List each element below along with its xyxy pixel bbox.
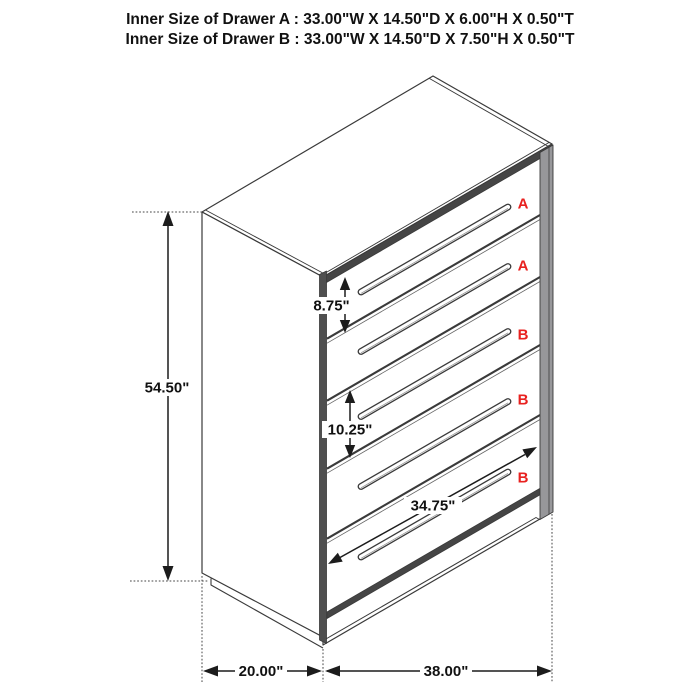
arrowhead-down: [163, 566, 174, 581]
arrowhead-left: [325, 666, 340, 677]
dimension-height-label: 54.50": [144, 379, 190, 397]
arrowhead-up: [163, 211, 174, 226]
drawer-label-b3: B: [517, 469, 529, 487]
drawer-label-a1: A: [517, 195, 529, 213]
header-drawer-a-size: Inner Size of Drawer A : 33.00"W X 14.50"D X 6.00"H X 0.50"T: [126, 11, 574, 28]
arrowhead-left: [203, 666, 218, 677]
right-side-edge-band: [540, 145, 553, 520]
dimension-drawer-a-label: 8.75": [313, 297, 350, 315]
dimension-width-label: 38.00": [423, 663, 469, 680]
drawer-label-b1: B: [517, 326, 529, 344]
front-left-corner-band: [320, 271, 327, 644]
header-drawer-b-size: Inner Size of Drawer B : 33.00"W X 14.50"D X 7.50"H X 0.50"T: [125, 31, 575, 48]
chest-illustration: [202, 76, 553, 648]
arrowhead-right: [307, 666, 322, 677]
dimension-depth-label: 20.00": [238, 663, 284, 680]
chest-side-panel: [202, 212, 323, 637]
dimension-diagonal-label: 34.75": [410, 497, 456, 515]
dimension-drawer-b-label: 10.25": [327, 421, 373, 439]
arrowhead-right: [537, 666, 552, 677]
drawer-label-a2: A: [517, 257, 529, 275]
drawer-label-b2: B: [517, 391, 529, 409]
